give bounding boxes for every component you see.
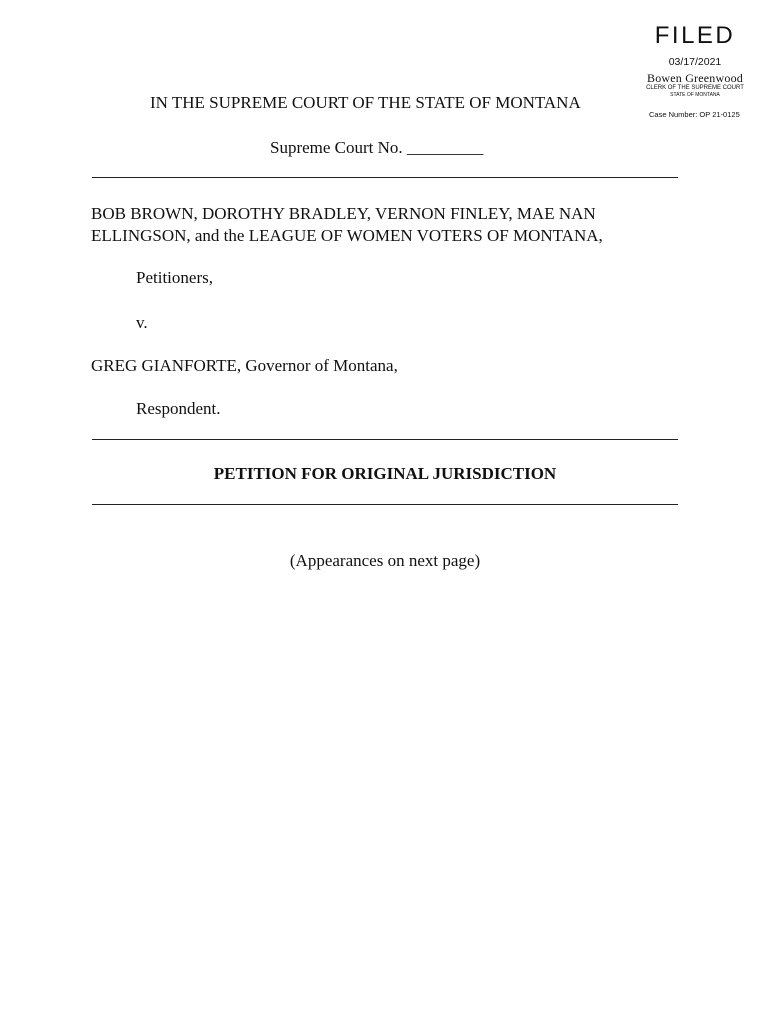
appearances-note: (Appearances on next page) bbox=[289, 551, 481, 570]
versus-label: v. bbox=[136, 313, 148, 332]
supreme-court-number: Supreme Court No. _________ bbox=[270, 138, 484, 157]
caption-divider-middle bbox=[92, 439, 678, 440]
clerk-title: CLERK OF THE SUPREME COURT bbox=[646, 85, 744, 91]
case-number: Case Number: OP 21-0125 bbox=[649, 110, 740, 119]
clerk-state: STATE OF MONTANA bbox=[670, 92, 720, 98]
filed-label: FILED bbox=[654, 22, 736, 49]
caption-divider-bottom bbox=[92, 504, 678, 505]
document-title: PETITION FOR ORIGINAL JURISDICTION bbox=[213, 464, 557, 483]
caption-divider-top bbox=[92, 177, 678, 178]
court-heading: IN THE SUPREME COURT OF THE STATE OF MONTANA bbox=[150, 93, 581, 112]
clerk-signature: Bowen Greenwood bbox=[647, 71, 743, 85]
respondent-label: Respondent. bbox=[136, 399, 221, 418]
respondent-name: GREG GIANFORTE, Governor of Montana, bbox=[91, 356, 398, 375]
petitioners-label: Petitioners, bbox=[136, 268, 213, 287]
filed-date: 03/17/2021 bbox=[668, 56, 722, 68]
filed-stamp bbox=[640, 22, 750, 98]
petitioners-names: BOB BROWN, DOROTHY BRADLEY, VERNON FINLEY, MAE NAN ELLINGSON, and the LEAGUE OF WOMEN VOTERS OF MONTANA, bbox=[91, 204, 603, 245]
